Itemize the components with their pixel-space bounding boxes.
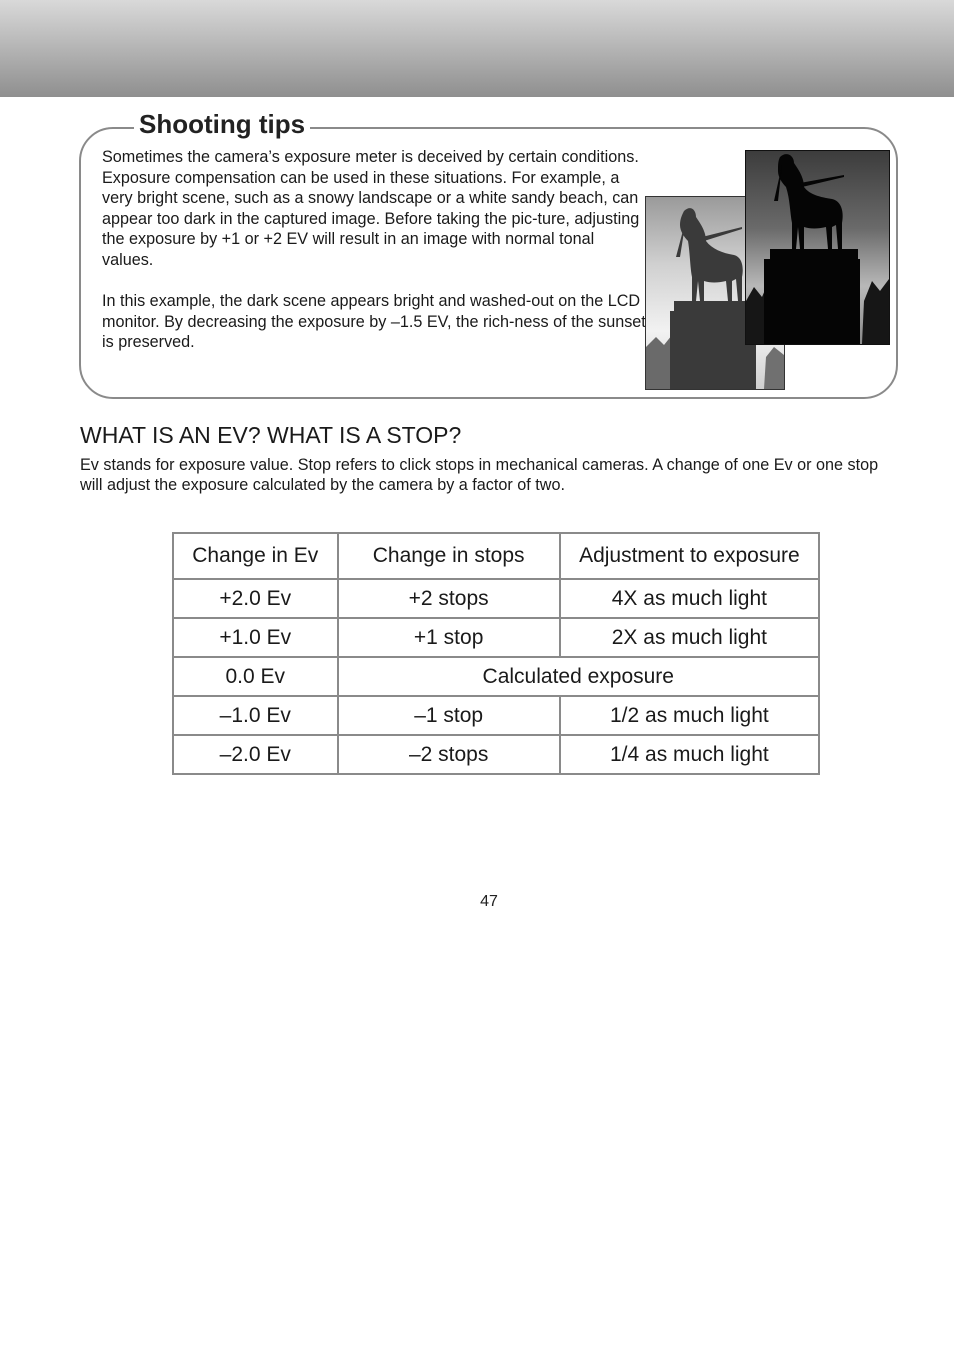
- table-cell: –2 stops: [338, 735, 560, 774]
- table-cell: +1.0 Ev: [173, 618, 338, 657]
- table-header-cell: Change in Ev: [173, 533, 338, 579]
- header-band: [0, 0, 954, 97]
- table-cell: 4X as much light: [560, 579, 819, 618]
- tips-paragraph-2: In this example, the dark scene appears bright and washed-out on the LCD monitor. By decreasing the exposure by –1.5 EV, the rich-ness of the sunset is preserved.: [102, 292, 646, 351]
- table-row: [173, 657, 819, 696]
- dark-sunset-photo: [745, 150, 890, 345]
- table-cell: +2.0 Ev: [173, 579, 338, 618]
- shooting-tips-title: Shooting tips: [134, 107, 310, 141]
- page-number: 47: [480, 893, 498, 910]
- table-row: [173, 618, 819, 657]
- table-cell: 1/4 as much light: [560, 735, 819, 774]
- table-cell: 0.0 Ev: [173, 657, 338, 696]
- table-header-cell: Adjustment to exposure: [560, 533, 819, 579]
- table-cell: 1/2 as much light: [560, 696, 819, 735]
- table-header-cell: Change in stops: [338, 533, 560, 579]
- table-header-row: [173, 533, 819, 579]
- table-cell: +2 stops: [338, 579, 560, 618]
- table-row: [173, 579, 819, 618]
- table-cell: –2.0 Ev: [173, 735, 338, 774]
- ev-table: [172, 532, 820, 775]
- table-row: [173, 696, 819, 735]
- table-row: [173, 735, 819, 774]
- table-cell: +1 stop: [338, 618, 560, 657]
- table-cell: –1 stop: [338, 696, 560, 735]
- section-heading: WHAT IS AN EV? WHAT IS A STOP?: [80, 422, 462, 448]
- table-cell: –1.0 Ev: [173, 696, 338, 735]
- section-body: Ev stands for exposure value. Stop refers to click stops in mechanical cameras. A change of one Ev or one stop will adjust the exposure calculated by the camera by a factor of two.: [80, 456, 879, 494]
- tips-paragraph-1: Sometimes the camera’s exposure meter is deceived by certain conditions. Exposure compensation can be used in these situations. For example, a very bright scene, such as a snowy landscape or a white sandy beach, can appear too dark in the captured image. Before taking the pic-ture, adjusting the exposure by +1 or +2 EV will result in an image with normal tonal values.: [102, 148, 640, 269]
- table-cell: Calculated exposure: [338, 657, 819, 696]
- table-cell: 2X as much light: [560, 618, 819, 657]
